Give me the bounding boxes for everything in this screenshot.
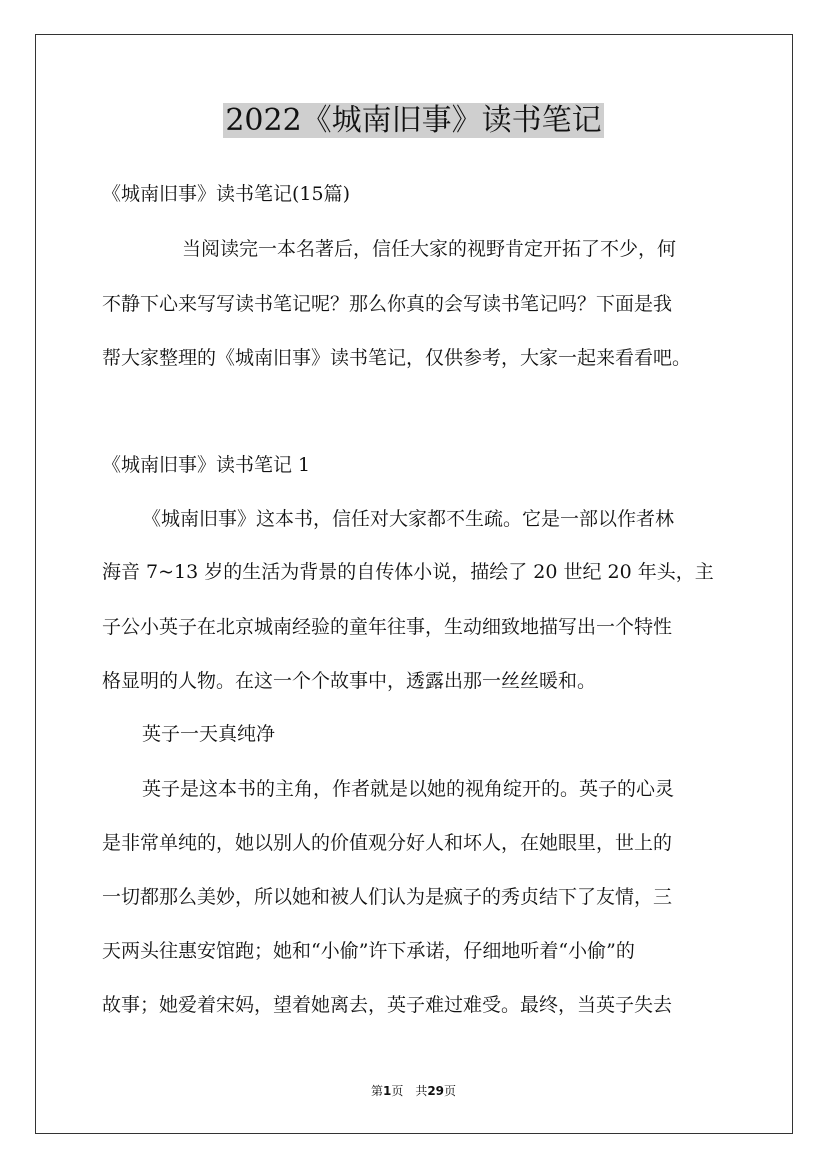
footer-prefix: 第 (370, 1084, 383, 1098)
paragraph2-line-2: 是非常单纯的，她以别人的价值观分好人和坏人，在她眼里，世上的 (102, 832, 673, 854)
document-title-text: 2022《城南旧事》读书笔记 (225, 103, 602, 138)
document-title (0, 98, 827, 144)
footer-mid: 页 共 (391, 1084, 428, 1098)
paragraph1-line-2: 海音 7~13 岁的生活为背景的自传体小说，描绘了 20 世纪 20 年头，主 (102, 561, 714, 583)
document-subtitle: 《城南旧事》读书笔记(15篇) (102, 183, 351, 205)
paragraph1-line-1: 《城南旧事》这本书，信任对大家都不生疏。它是一部以作者林 (142, 508, 675, 530)
section-heading: 《城南旧事》读书笔记 1 (102, 454, 311, 476)
intro-line-3: 帮大家整理的《城南旧事》读书笔记，仅供参考，大家一起来看看吧。 (102, 347, 692, 369)
paragraph2-line-3: 一切都那么美妙，所以她和被人们认为是疯子的秀贞结下了友情，三 (102, 886, 673, 908)
paragraph2-line-4: 天两头往惠安馆跑；她和“小偷”许下承诺，仔细地听着“小偷”的 (102, 940, 635, 962)
intro-line-1: 当阅读完一本名著后，信任大家的视野肯定开拓了不少，何 (182, 238, 677, 260)
footer-total-pages: 29 (427, 1084, 445, 1098)
intro-line-2: 不静下心来写写读书笔记呢？那么你真的会写读书笔记吗？下面是我 (102, 293, 673, 315)
page-footer (0, 1083, 827, 1099)
paragraph2-line-5: 故事；她爱着宋妈，望着她离去，英子难过难受。最终，当英子失去 (102, 994, 673, 1016)
footer-suffix: 页 (444, 1084, 457, 1098)
subheading: 英子一天真纯净 (142, 723, 276, 745)
footer-page-number: 1 (382, 1084, 392, 1098)
paragraph2-line-1: 英子是这本书的主角，作者就是以她的视角绽开的。英子的心灵 (142, 778, 675, 800)
paragraph1-line-4: 格显明的人物。在这一个个故事中，透露出那一丝丝暖和。 (102, 670, 597, 692)
paragraph1-line-3: 子公小英子在北京城南经验的童年往事，生动细致地描写出一个特性 (102, 616, 673, 638)
